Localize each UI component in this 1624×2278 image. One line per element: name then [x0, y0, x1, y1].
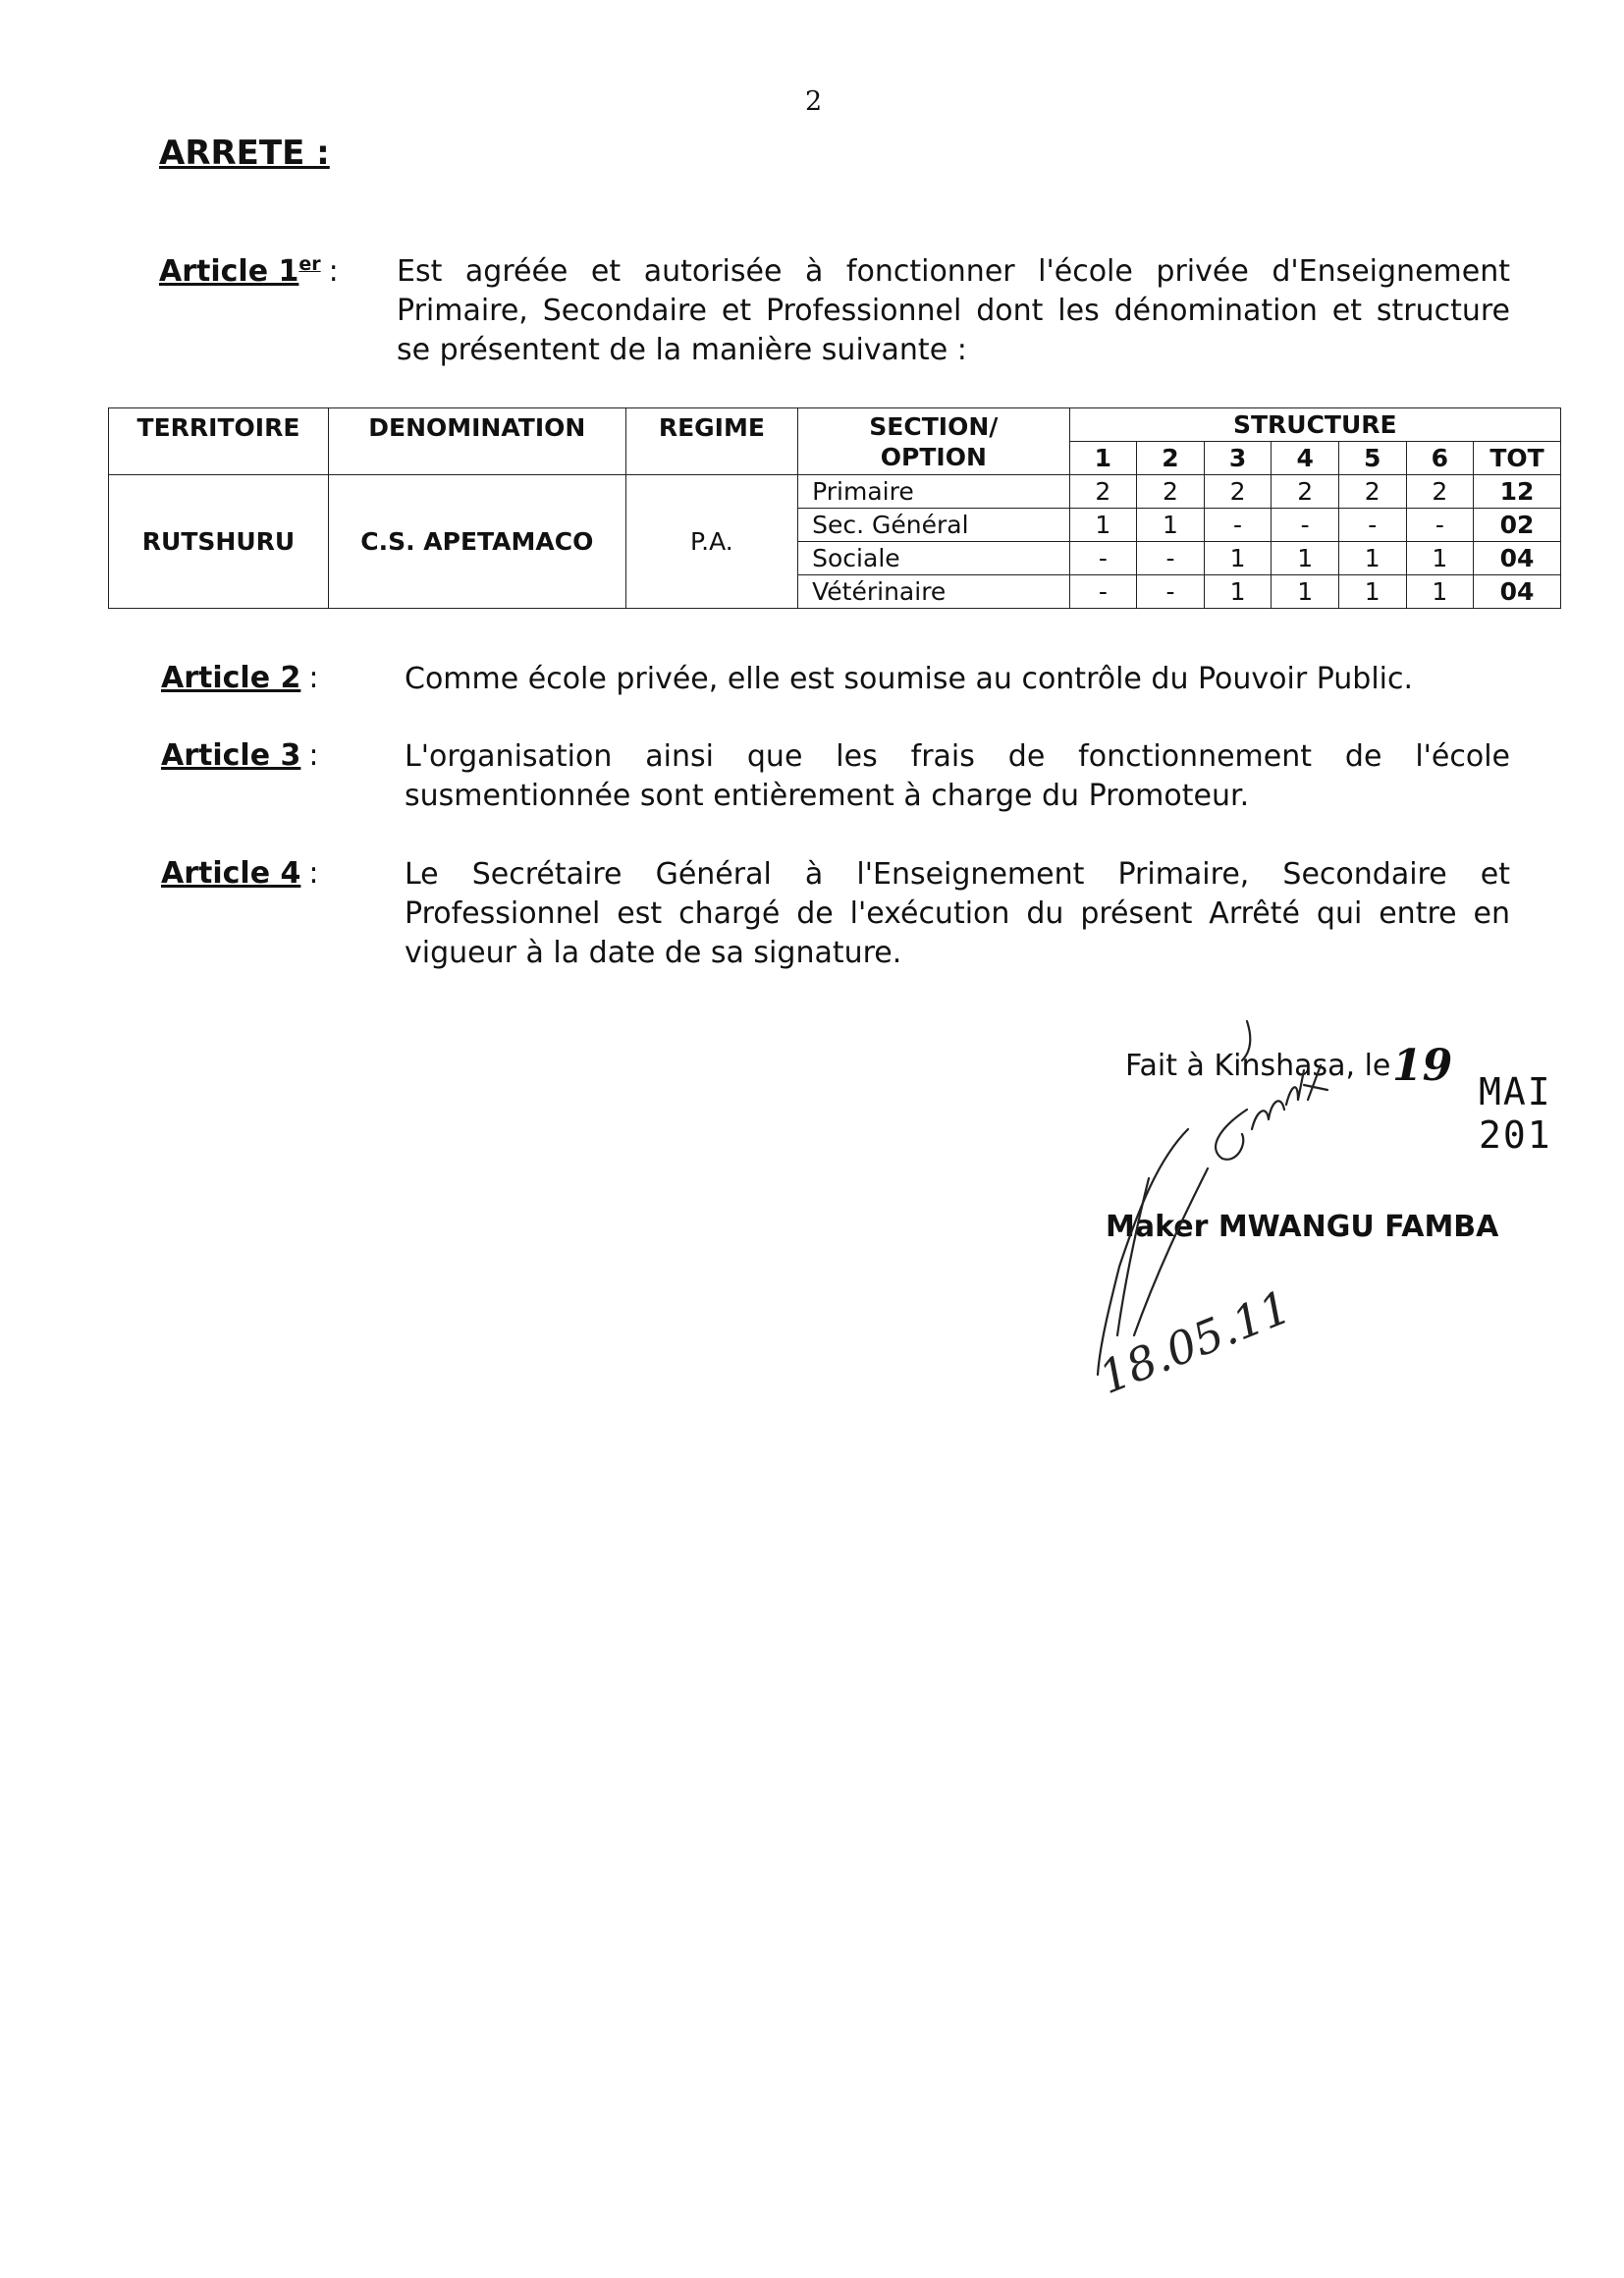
article-4-body [405, 855, 1510, 973]
cell-value: 2 [1069, 475, 1137, 509]
article-1-label [159, 253, 339, 289]
cell-value: 1 [1406, 542, 1474, 575]
header-col-1: 1 [1069, 442, 1137, 475]
page-number: 2 [805, 86, 823, 117]
cell-denomination: C.S. APETAMACO [328, 475, 625, 609]
cell-section: Vétérinaire [798, 575, 1069, 609]
article-2-text: Comme école privée, elle est soumise au contrôle du Pouvoir Public. [405, 662, 1414, 696]
handwritten-date-svg [1098, 1286, 1304, 1414]
school-structure-table [108, 407, 1561, 609]
header-col-4: 4 [1272, 442, 1339, 475]
decree-heading: ARRETE : [159, 134, 330, 173]
article-1-label-text: Article 1 [159, 254, 299, 289]
cell-value: 2 [1406, 475, 1474, 509]
cell-value: 2 [1272, 475, 1339, 509]
header-regime: REGIME [625, 408, 798, 475]
handwritten-date-text: 18.05.11 [1098, 1286, 1299, 1405]
header-col-3: 3 [1204, 442, 1272, 475]
cell-value: - [1069, 542, 1137, 575]
cell-value: 1 [1204, 575, 1272, 609]
cell-value: - [1204, 509, 1272, 542]
header-col-6: 6 [1406, 442, 1474, 475]
cell-total: 02 [1474, 509, 1561, 542]
signer-name: Maker MWANGU FAMBA [1106, 1210, 1499, 1244]
cell-total: 04 [1474, 575, 1561, 609]
article-2-label [161, 661, 318, 695]
header-section-option: SECTION/ OPTION [798, 408, 1069, 475]
article-3-label [161, 738, 318, 773]
place-date-label: Fait à Kinshasa, le [1125, 1049, 1391, 1083]
cell-value: 1 [1406, 575, 1474, 609]
cell-section: Sec. Général [798, 509, 1069, 542]
article-1-body [397, 252, 1510, 370]
cell-value: - [1338, 509, 1406, 542]
header-structure: STRUCTURE [1069, 408, 1560, 442]
handwritten-day: 19 [1392, 1041, 1453, 1091]
cell-value: - [1272, 509, 1339, 542]
cell-value: 1 [1272, 542, 1339, 575]
cell-value: 2 [1204, 475, 1272, 509]
article-1-colon: : [328, 254, 339, 289]
cell-value: 2 [1338, 475, 1406, 509]
cell-value: 2 [1137, 475, 1205, 509]
stamped-month-year: MAI 201 [1479, 1070, 1552, 1157]
cell-value: 1 [1069, 509, 1137, 542]
article-2-label-text: Article 2 [161, 661, 301, 695]
article-3-text: L'organisation ainsi que les frais de fonctionnement de l'école susmentionnée sont entièrement à charge du Promoteur. [405, 739, 1510, 813]
article-2-body [405, 660, 1510, 699]
article-2-colon: : [308, 661, 319, 695]
cell-value: 1 [1272, 575, 1339, 609]
article-1-superscript: er [298, 253, 321, 275]
article-4-text: Le Secrétaire Général à l'Enseignement Primaire, Secondaire et Professionnel est chargé de l'exécution du présent Arrêté qui entre en vigueur à la date de sa signature. [405, 857, 1510, 970]
cell-territoire: RUTSHURU [109, 475, 329, 609]
article-1-text: Est agréée et autorisée à fonctionner l'école privée d'Enseignement Primaire, Secondaire et Professionnel dont les dénomination et structure se présentent de la manière suivante : [397, 254, 1510, 367]
cell-value: - [1137, 542, 1205, 575]
cell-value: - [1137, 575, 1205, 609]
cell-value: - [1406, 509, 1474, 542]
cell-regime: P.A. [625, 475, 798, 609]
article-3-label-text: Article 3 [161, 738, 301, 773]
cell-value: 1 [1204, 542, 1272, 575]
header-territoire: TERRITOIRE [109, 408, 329, 475]
handwritten-date-annotation [1098, 1286, 1304, 1418]
header-col-2: 2 [1137, 442, 1205, 475]
cell-total: 12 [1474, 475, 1561, 509]
cell-value: 1 [1338, 575, 1406, 609]
cell-value: 1 [1137, 509, 1205, 542]
article-4-colon: : [308, 856, 319, 891]
article-3-body [405, 737, 1510, 816]
header-col-tot: TOT [1474, 442, 1561, 475]
cell-section: Primaire [798, 475, 1069, 509]
table-row [109, 475, 1561, 509]
header-denomination: DENOMINATION [328, 408, 625, 475]
cell-total: 04 [1474, 542, 1561, 575]
article-4-label [161, 856, 318, 891]
cell-value: 1 [1338, 542, 1406, 575]
cell-value: - [1069, 575, 1137, 609]
article-4-label-text: Article 4 [161, 856, 301, 891]
cell-section: Sociale [798, 542, 1069, 575]
header-col-5: 5 [1338, 442, 1406, 475]
article-3-colon: : [308, 738, 319, 773]
